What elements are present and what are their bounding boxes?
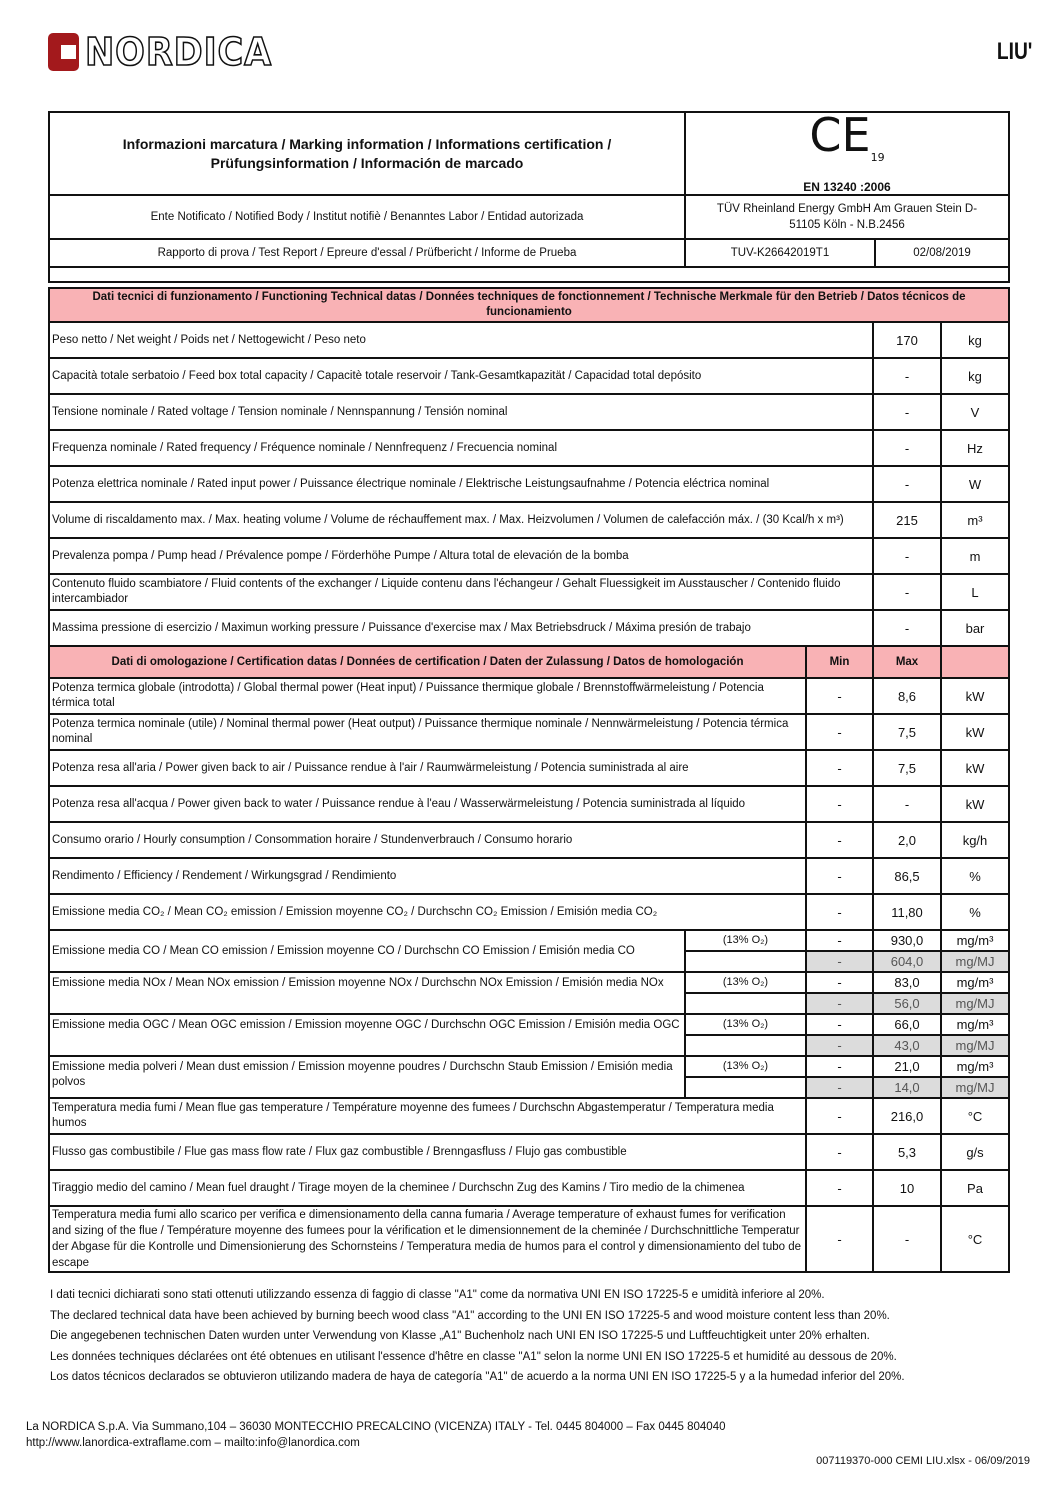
technical-table xyxy=(48,287,1010,1273)
table-row: Flusso gas combustibile / Flue gas mass flow rate / Flux gaz combustible / Brenngasfluss / Flujo gas combustible - 5,3 g/s xyxy=(49,1134,1009,1170)
footer-address: La NORDICA S.p.A. Via Summano,104 – 36030 MONTECCHIO PRECALCINO (VICENZA) ITALY - Tel. 0445 804000 – Fax 0445 804040 xyxy=(26,1421,726,1433)
spacer-row xyxy=(49,267,1009,282)
emission-row: Emissione media CO / Mean CO emission / Emission moyenne CO / Durchschn CO Emission / Emisión media CO (13% O₂) - 930,0 mg/m³ xyxy=(49,930,1009,951)
test-report-number: TUV-K26642019T1 xyxy=(685,239,875,267)
col-min: Min xyxy=(806,646,873,678)
ce-block xyxy=(685,108,1009,195)
ce-year: 19 xyxy=(870,151,885,165)
functioning-header: Dati tecnici di funzionamento / Functioning Technical datas / Données techniques de fonctionnement / Technische Merkmale für den Betrieb / Datos técnicos de funcionamiento xyxy=(49,288,1009,322)
marking-table xyxy=(48,108,1010,283)
document-reference: 007119370-000 CEMI LIU.xlsx - 06/09/2019 xyxy=(816,1455,1030,1467)
standard: EN 13240 :2006 xyxy=(803,180,891,195)
table-row: Contenuto fluido scambiatore / Fluid contents of the exchanger / Liquide contenu dans l'échangeur / Gehalt Fluessigkeit im Ausstauscher / Contenido fluido intercambiador - L xyxy=(49,574,1009,610)
emission-subrow: - 43,0 mg/MJ xyxy=(49,1035,1009,1056)
col-unit xyxy=(941,646,1009,678)
emission-subrow: - 56,0 mg/MJ xyxy=(49,993,1009,1014)
table-row: Potenza resa all'acqua / Power given back to water / Puissance rendue à l'eau / Wasserwärmeleistung / Potencia suministrada al líquido - - kW xyxy=(49,786,1009,822)
footer xyxy=(26,1419,726,1451)
emission-row: Emissione media OGC / Mean OGC emission / Emission moyenne OGC / Durchschn OGC Emission / Emisión media OGC (13% O₂) - 66,0 mg/m³ xyxy=(49,1014,1009,1035)
certification-header: Dati di omologazione / Certification datas / Données de certification / Daten der Zulassung / Datos de homologación xyxy=(49,646,806,678)
company-logo xyxy=(48,30,288,74)
emission-row: Emissione media NOx / Mean NOx emission / Emission moyenne NOx / Durchschn NOx Emission / Emisión media NOx (13% O₂) - 83,0 mg/m³ xyxy=(49,972,1009,993)
notified-body-label: Ente Notificato / Notified Body / Institut notifiè / Benanntes Labor / Entidad autorizada xyxy=(49,195,685,239)
table-row: Tiraggio medio del camino / Mean fuel draught / Tirage moyen de la cheminee / Durchschn Zug des Kamins / Tiro medio de la chimenea - 10 Pa xyxy=(49,1170,1009,1206)
table-row: Rendimento / Efficiency / Rendement / Wirkungsgrad / Rendimiento - 86,5 % xyxy=(49,858,1009,894)
table-row: Potenza termica nominale (utile) / Nominal thermal power (Heat output) / Puissance thermique nominale / Nennwärmeleistung / Potencia térmica nominal - 7,5 kW xyxy=(49,714,1009,750)
table-row: Peso netto / Net weight / Poids net / Nettogewicht / Peso neto 170 kg xyxy=(49,322,1009,358)
table-row: Prevalenza pompa / Pump head / Prévalence pompe / Förderhöhe Pumpe / Altura total de elevación de la bomba - m xyxy=(49,538,1009,574)
table-row: Potenza termica globale (introdotta) / Global thermal power (Heat input) / Puissance thermique globale / Brennstoffwärmeleistung / Potencia térmica total - 8,6 kW xyxy=(49,678,1009,714)
table-row: Potenza resa all'aria / Power given back to air / Puissance rendue à l'air / Raumwärmeleistung / Potencia suministrada al aire - 7,5 kW xyxy=(49,750,1009,786)
table-row: Frequenza nominale / Rated frequency / Fréquence nominale / Nennfrequenz / Frecuencia nominal - Hz xyxy=(49,430,1009,466)
notes xyxy=(50,1285,1010,1388)
table-row: Emissione media CO₂ / Mean CO₂ emission / Emission moyenne CO₂ / Durchschn CO₂ Emission / Emisión media CO₂ - 11,80 % xyxy=(49,894,1009,930)
table-row: Temperatura media fumi / Mean flue gas temperature / Température moyenne des fumees / Durchschn Abgastemperatur / Temperatura media humos - 216,0 °C xyxy=(49,1098,1009,1134)
table-row: Temperatura media fumi allo scarico per verifica e dimensionamento della canna fumaria / Average temperature of exhaust fumes for verification and sizing of the flue / Température moyenne des fumees pour la vérification et le dimensionnement de la cheminée / Durchschnittliche Temperatur der Abgase für die Kontrolle und Dimensionierung des Schornsteins / Temperatura media de humos para el control y dimensionamiento del tubo de escape - - °C xyxy=(49,1206,1009,1272)
table-row: Potenza elettrica nominale / Rated input power / Puissance électrique nominale / Elektrische Leistungsaufnahme / Potencia eléctrica nominal - W xyxy=(49,466,1009,502)
model-name: LIU' xyxy=(996,38,1032,65)
note-de: Die angegebenen technischen Daten wurden unter Verwendung von Klasse „A1" Buchenholz nach UNI EN ISO 17225-5 und Luftfeuchtigkeit unter 20% erhalten. xyxy=(50,1330,870,1342)
note-it: I dati tecnici dichiarati sono stati ottenuti utilizzando essenza di faggio di classe "A1" come da normativa UNI EN ISO 17225-5 e umidità inferiore al 20%. xyxy=(50,1289,825,1301)
test-report-label: Rapporto di prova / Test Report / Epreure d'essal / Prüfbericht / Informe de Prueba xyxy=(49,239,685,267)
table-row: Consumo orario / Hourly consumption / Consommation horaire / Stundenverbrauch / Consumo horario - 2,0 kg/h xyxy=(49,822,1009,858)
emission-subrow: - 604,0 mg/MJ xyxy=(49,951,1009,972)
ce-mark-icon: $CE_{19}$ xyxy=(809,108,885,165)
table-row: Massima pressione di esercizio / Maximun working pressure / Puissance d'exercise max / Max Betriebsdruck / Máxima presión de trabajo - bar xyxy=(49,610,1009,646)
logo-text: NORDICA xyxy=(84,30,272,74)
note-es: Los datos técnicos declarados se obtuvieron utilizando madera de haya de categoría "A1" de acuerdo a la norma UNI EN ISO 17225-5 y a la humedad inferior del 20%. xyxy=(50,1371,905,1383)
note-en: The declared technical data have been achieved by burning beech wood class "A1" according to the UNI EN ISO 17225-5 and wood moisture content less than 20%. xyxy=(50,1309,890,1322)
marking-title: Informazioni marcatura / Marking information / Informations certification / Prüfungsinformation / Información de marcado xyxy=(49,112,685,195)
emission-row: Emissione media polveri / Mean dust emission / Emission moyenne poudres / Durchschn Staub Emission / Emisión media polvos (13% O₂) - 21,0 mg/m³ xyxy=(49,1056,1009,1077)
notified-body-value: TÜV Rheinland Energy GmbH Am Grauen Stein D-51105 Köln - N.B.2456 xyxy=(685,195,1009,239)
col-max: Max xyxy=(873,646,941,678)
table-row: Volume di riscaldamento max. / Max. heating volume / Volume de réchauffement max. / Max. Heizvolumen / Volumen de calefacción máx. / (30 Kcal/h x m³) 215 m³ xyxy=(49,502,1009,538)
note-fr: Les données techniques déclarées ont été obtenues en utilisant l'essence d'hêtre en classe "A1" selon la norme UNI EN ISO 17225-5 et humidité au dessous de 20%. xyxy=(50,1350,897,1363)
table-row: Capacità totale serbatoio / Feed box total capacity / Capacitè totale reservoir / Tank-Gesamtkapazität / Capacidad total depósito - kg xyxy=(49,358,1009,394)
logo-mark-icon xyxy=(48,33,79,71)
footer-web[interactable]: http://www.lanordica-extraflame.com – mailto:info@lanordica.com xyxy=(26,1437,360,1449)
test-report-date: 02/08/2019 xyxy=(875,239,1009,267)
emission-subrow: - 14,0 mg/MJ xyxy=(49,1077,1009,1098)
table-row: Tensione nominale / Rated voltage / Tension nominale / Nennspannung / Tensión nominal - V xyxy=(49,394,1009,430)
